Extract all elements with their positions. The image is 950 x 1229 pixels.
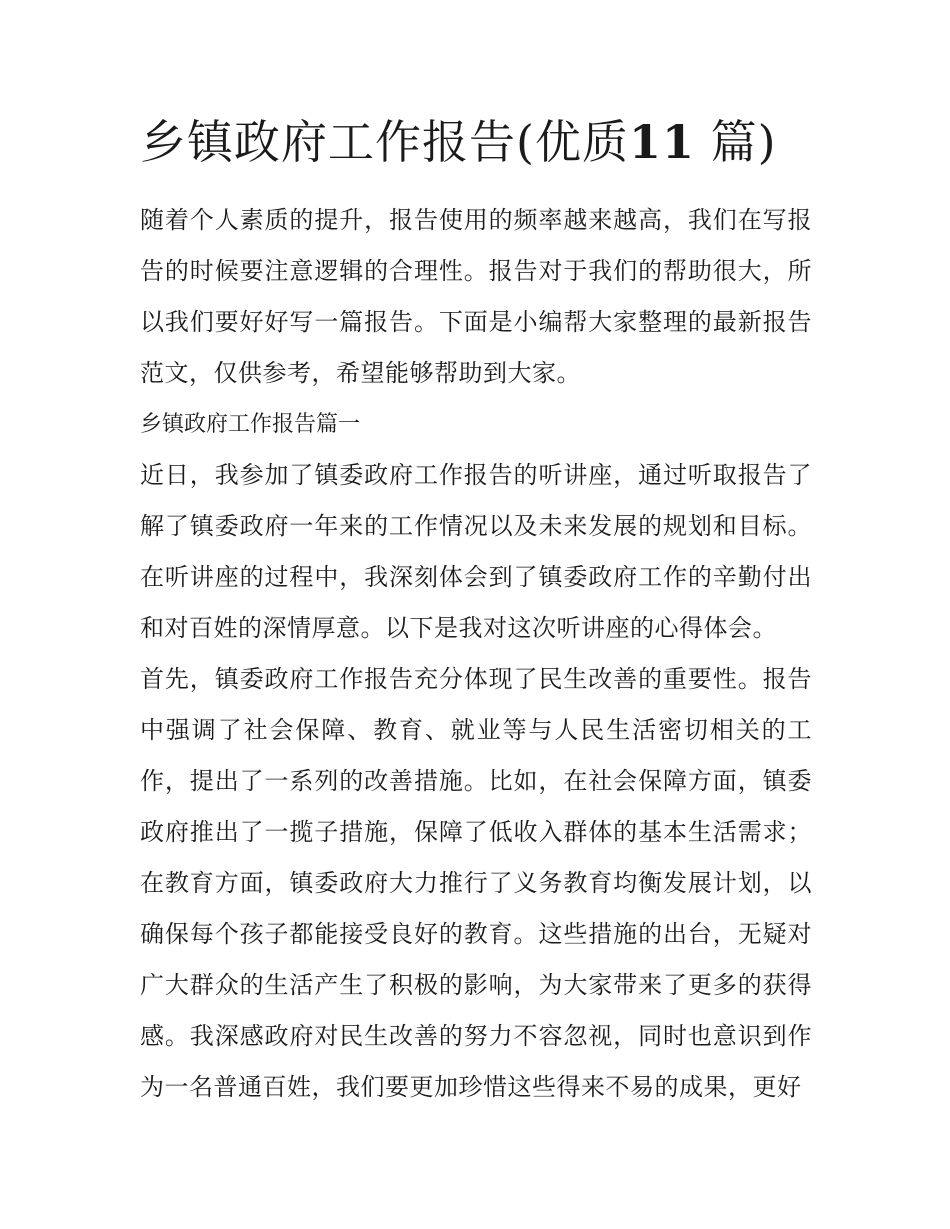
title-suffix: 篇) [710,115,777,169]
intro-paragraph: 随着个人素质的提升，报告使用的频率越来越高，我们在写报告的时候要注意逻辑的合理性。报告对于我们的帮助很大，所以我们要好好写一篇报告。下面是小编帮大家整理的最新报告范文，仅供参考，希望能够帮助到大家。 [140,206,812,387]
document-content [140,110,812,1113]
body-paragraph-2: 首先，镇委政府工作报告充分体现了民生改善的重要性。报告中强调了社会保障、教育、就业等与人民生活密切相关的工作，提出了一系列的改善措施。比如，在社会保障方面，镇委政府推出了一揽子措施，保障了低收入群体的基本生活需求；在教育方面，镇委政府大力推行了义务教育均衡发展计划，以确保每个孩子都能接受良好的教育。这些措施的出台，无疑对广大群众的生活产生了积极的影响，为大家带来了更多的获得感。我深感政府对民生改善的努力不容忽视，同时也意识到作为一名普通百姓，我们要更加珍惜这些得来不易的成果，更好 [140,665,812,1101]
document-title [140,110,812,174]
title-number: 11 [628,115,695,169]
document-body [140,195,812,1113]
body-paragraph-1: 近日，我参加了镇委政府工作报告的听讲座，通过听取报告了解了镇委政府一年来的工作情况以及未来发展的规划和目标。在听讲座的过程中，我深刻体会到了镇委政府工作的辛勤付出和对百姓的深情厚意。以下是我对这次听讲座的心得体会。 [140,461,812,642]
section-heading: 乡镇政府工作报告篇一 [140,412,361,437]
title-prefix: 乡镇政府工作报告(优质 [140,115,629,169]
